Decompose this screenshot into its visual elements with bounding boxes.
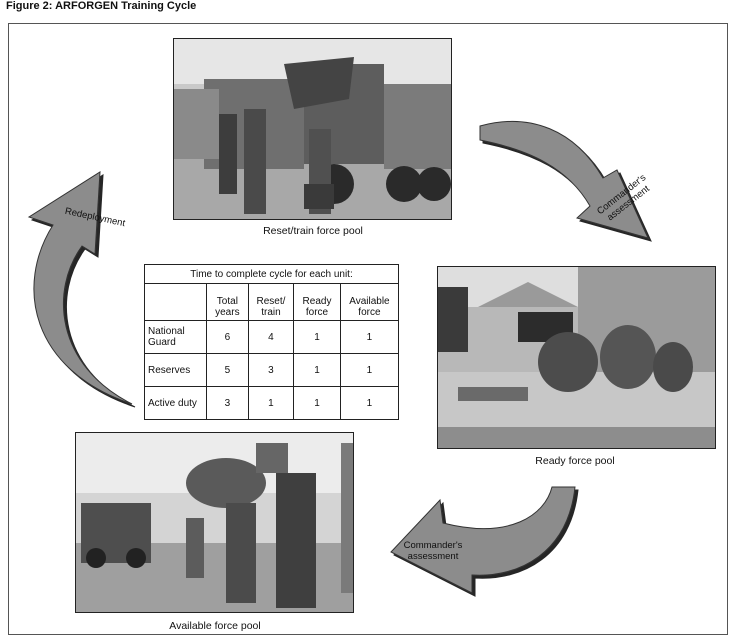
table-header-total-years: Total years bbox=[207, 284, 249, 321]
table-header-blank bbox=[145, 284, 207, 321]
cell-ready-force: 1 bbox=[294, 387, 341, 420]
table-row bbox=[145, 321, 399, 354]
cell-total-years: 3 bbox=[207, 387, 249, 420]
table-row bbox=[145, 354, 399, 387]
cell-available-force: 1 bbox=[340, 321, 398, 354]
table-header-ready-force: Ready force bbox=[294, 284, 341, 321]
caption-reset-train: Reset/train force pool bbox=[263, 225, 363, 237]
cell-total-years: 5 bbox=[207, 354, 249, 387]
label-commander-assessment-top: Commander's assessment bbox=[595, 172, 652, 224]
row-label: Reserves bbox=[145, 354, 207, 387]
row-label: National Guard bbox=[145, 321, 207, 354]
figure-title: Figure 2: ARFORGEN Training Cycle bbox=[6, 0, 197, 12]
label-redeployment: Redeployment bbox=[63, 205, 127, 230]
cell-available-force: 1 bbox=[340, 387, 398, 420]
cell-ready-force: 1 bbox=[294, 321, 341, 354]
table-header-available-force: Available force bbox=[340, 284, 398, 321]
arrow-commander-assessment-top bbox=[480, 121, 648, 238]
cell-total-years: 6 bbox=[207, 321, 249, 354]
table-header-row bbox=[145, 284, 399, 321]
cell-available-force: 1 bbox=[340, 354, 398, 387]
table-caption: Time to complete cycle for each unit: bbox=[145, 265, 399, 284]
row-label: Active duty bbox=[145, 387, 207, 420]
arrow-redeployment bbox=[29, 172, 132, 404]
cell-reset-train: 1 bbox=[248, 387, 293, 420]
cell-ready-force: 1 bbox=[294, 354, 341, 387]
table-header-reset-train: Reset/ train bbox=[248, 284, 293, 321]
label-commander-assessment-bottom: Commander's assessment bbox=[403, 540, 463, 562]
cell-reset-train: 4 bbox=[248, 321, 293, 354]
cycle-time-table bbox=[144, 264, 399, 420]
cell-reset-train: 3 bbox=[248, 354, 293, 387]
caption-ready-force: Ready force pool bbox=[535, 455, 615, 467]
table-row bbox=[145, 387, 399, 420]
caption-available-force: Available force pool bbox=[169, 620, 261, 632]
